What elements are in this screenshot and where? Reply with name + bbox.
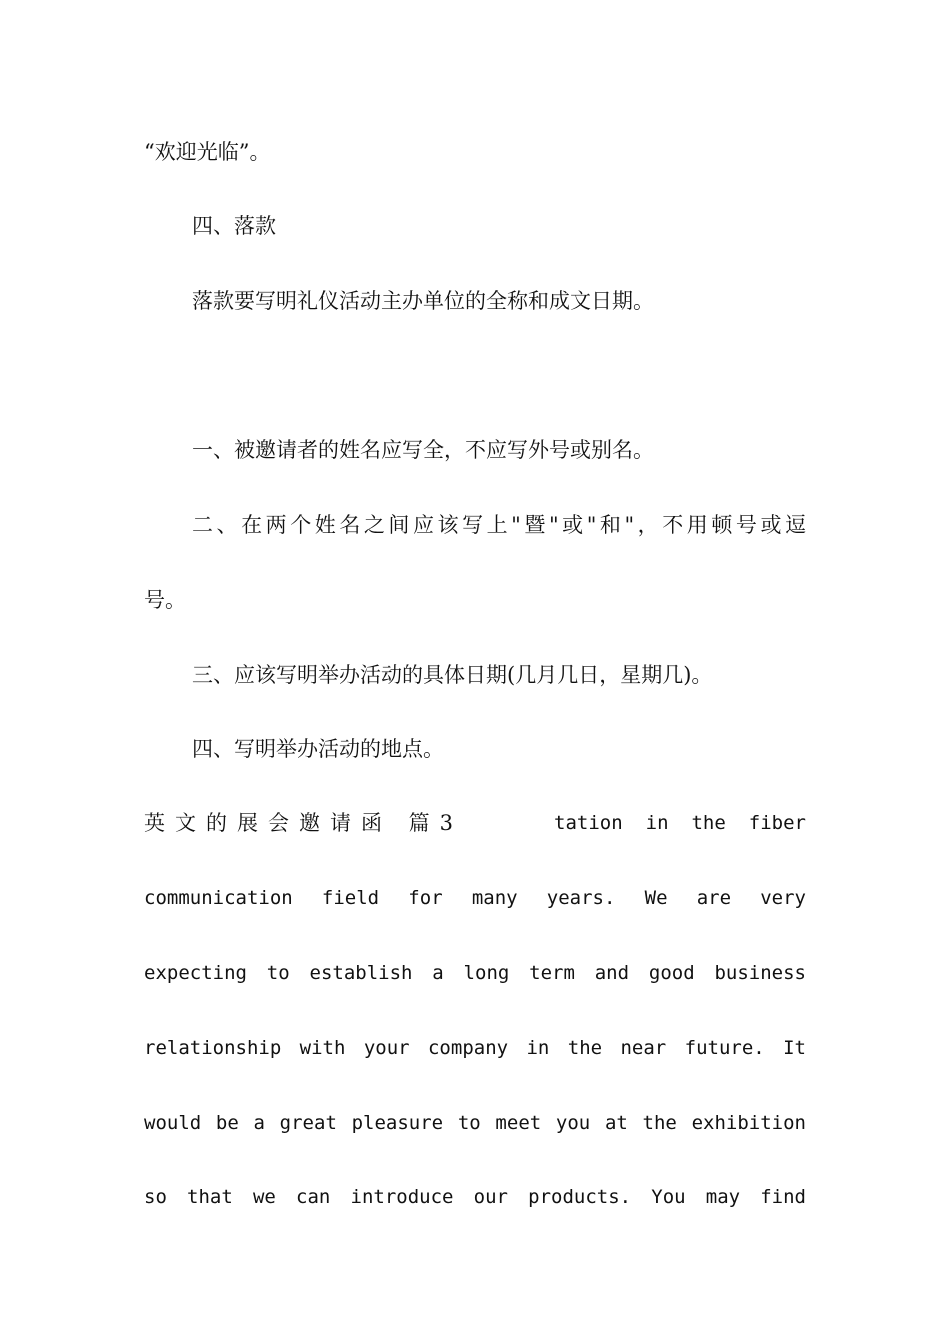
english-line-1: communication field for many years. We are very: [144, 887, 806, 909]
text-line-point-2-cont: 号。: [144, 588, 186, 612]
english-line-2: expecting to establish a long term and good business: [144, 962, 806, 984]
article-text-start: tation in the fiber: [554, 812, 806, 834]
text-line-signature-rule: 落款要写明礼仪活动主办单位的全称和成文日期。: [192, 289, 654, 313]
english-line-5: so that we can introduce our products. You may find: [144, 1186, 806, 1208]
article-heading-row: [144, 808, 806, 838]
english-line-4: would be a great pleasure to meet you at the exhibition: [144, 1112, 806, 1134]
text-line-point-2: 二、在两个姓名之间应该写上"暨"或"和"，不用顿号或逗: [192, 513, 806, 537]
article-title: 英文的展会邀请函 篇3: [144, 811, 464, 835]
text-line-point-3: 三、应该写明举办活动的具体日期(几月几日，星期几)。: [192, 663, 713, 687]
text-line-point-4: 四、写明举办活动的地点。: [192, 737, 444, 761]
section-heading-signature: 四、落款: [192, 214, 276, 238]
english-line-3: relationship with your company in the near future. It: [144, 1037, 806, 1059]
text-line-point-1: 一、被邀请者的姓名应写全，不应写外号或别名。: [192, 438, 654, 462]
text-line-welcome: “欢迎光临”。: [144, 140, 271, 164]
